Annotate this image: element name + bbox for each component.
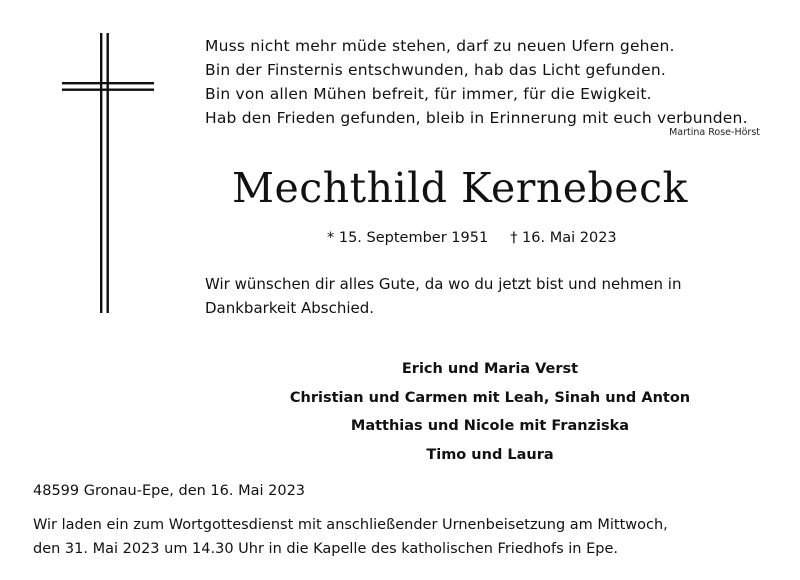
deceased-name: Mechthild Kernebeck: [232, 164, 688, 212]
death-date: † 16. Mai 2023: [510, 230, 617, 246]
poem: [205, 34, 775, 130]
mourners-list: [200, 355, 780, 469]
mourner-entry: Christian und Carmen mit Leah, Sinah und Anton: [289, 389, 691, 406]
cross-icon: [62, 33, 154, 313]
service-line: Wir laden ein zum Wortgottesdienst mit anschließender Urnenbeisetzung am Mittwoch,: [33, 517, 668, 533]
mourner-entry: Timo und Laura: [426, 446, 554, 463]
poem-line: Bin der Finsternis entschwunden, hab das Licht gefunden.: [205, 61, 666, 79]
service-info: [33, 513, 773, 561]
poem-line: Bin von allen Mühen befreit, für immer, für die Ewigkeit.: [205, 85, 652, 103]
birth-date: * 15. September 1951: [327, 230, 489, 246]
life-dates: [327, 230, 617, 246]
mourner-entry: Erich und Maria Verst: [401, 361, 579, 377]
farewell-text: Wir wünschen dir alles Gute, da wo du jetzt bist und nehmen in Dankbarkeit Abschied.: [205, 275, 682, 317]
poem-line: Muss nicht mehr müde stehen, darf zu neuen Ufern gehen.: [205, 37, 675, 55]
service-line: den 31. Mai 2023 um 14.30 Uhr in die Kapelle des katholischen Friedhofs in Epe.: [33, 541, 619, 557]
place-date: 48599 Gronau-Epe, den 16. Mai 2023: [33, 483, 306, 499]
poem-author: Martina Rose-Hörst: [669, 127, 760, 138]
mourner-entry: Matthias und Nicole mit Franziska: [350, 418, 630, 434]
poem-line: Hab den Frieden gefunden, bleib in Erinnerung mit euch verbunden.: [205, 109, 748, 127]
